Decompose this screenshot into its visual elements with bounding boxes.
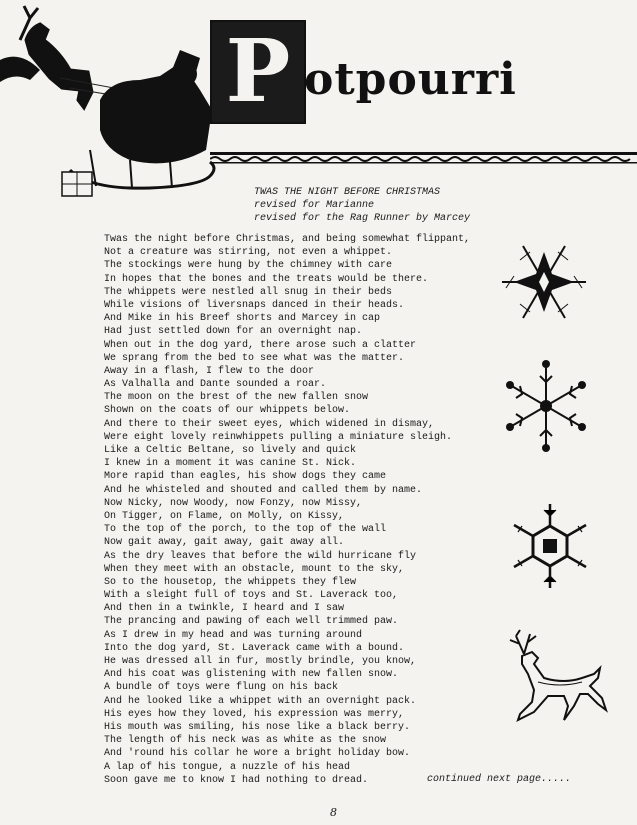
poem-line: To the top of the porch, to the top of the wall bbox=[104, 524, 387, 536]
poem-line: So to the housetop, the whippets they flew bbox=[104, 576, 357, 588]
poem-line: A lap of his tongue, a nuzzle of his head bbox=[104, 761, 351, 773]
poem-intro bbox=[254, 186, 470, 225]
poem-credit: revised for Marianne bbox=[254, 200, 375, 211]
page-number: 8 bbox=[330, 806, 337, 819]
poem-line: When out in the dog yard, there arose such a clatter bbox=[104, 339, 417, 351]
poem-line: In hopes that the bones and the treats would be there. bbox=[104, 273, 429, 285]
poem-line: When they meet with an obstacle, mount to the sky, bbox=[104, 563, 405, 575]
poem-body bbox=[104, 233, 470, 787]
poem-line: And there to their sweet eyes, which widened in dismay, bbox=[104, 418, 435, 430]
poem-title: TWAS THE NIGHT BEFORE CHRISTMAS bbox=[254, 187, 441, 198]
poem-line: The moon on the brest of the new fallen snow bbox=[104, 392, 369, 404]
poem-line: On Tigger, on Flame, on Molly, on Kissy, bbox=[104, 510, 345, 522]
poem-line: A bundle of toys were flung on his back bbox=[104, 682, 339, 694]
poem-line: Now Nicky, now Woody, now Fonzy, now Missy, bbox=[104, 497, 363, 509]
snowflake-icon bbox=[498, 236, 590, 328]
poem-line: And he looked like a whippet with an overnight pack. bbox=[104, 695, 417, 707]
poem-line: I knew in a moment it was canine St. Nick. bbox=[104, 458, 357, 470]
poem-line: Had just settled down for an overnight nap. bbox=[104, 326, 363, 338]
snowflake-icon bbox=[504, 500, 596, 592]
poem-line: Soon gave me to know I had nothing to dread. bbox=[104, 774, 369, 786]
poem-line: Now gait away, gait away, gait away all. bbox=[104, 537, 345, 549]
poem-line: With a sleight full of toys and St. Laverack too, bbox=[104, 590, 399, 602]
poem-line: The stockings were hung by the chimney with care bbox=[104, 260, 393, 272]
poem-line: And he whisteled and shouted and called them by name. bbox=[104, 484, 423, 496]
poem-line: And then in a twinkle, I heard and I saw bbox=[104, 603, 345, 615]
poem-line: The whippets were nestled all snug in their beds bbox=[104, 286, 393, 298]
poem-line: More rapid than eagles, his show dogs they came bbox=[104, 471, 387, 483]
snowflake-icon bbox=[498, 358, 594, 454]
poem-line: Were eight lovely reinwhippets pulling a miniature sleigh. bbox=[104, 431, 453, 443]
reindeer-icon bbox=[494, 628, 612, 734]
poem-line: Twas the night before Christmas, and being somewhat flippant, bbox=[104, 234, 471, 245]
poem-line: Away in a flash, I flew to the door bbox=[104, 365, 315, 377]
poem-line: His mouth was smiling, his nose like a black berry. bbox=[104, 721, 411, 733]
poem-line: Like a Celtic Beltane, so lively and quick bbox=[104, 445, 357, 456]
continued-note: continued next page..... bbox=[427, 774, 572, 785]
poem-line: Not a creature was stirring, not even a whippet. bbox=[104, 247, 393, 259]
poem-line: While visions of liversnaps danced in their heads. bbox=[104, 299, 405, 311]
title-initial: P bbox=[225, 21, 291, 122]
poem-line: The prancing and pawing of each well trimmed paw. bbox=[104, 616, 399, 628]
decorative-rule bbox=[210, 150, 637, 164]
poem-line: The length of his neck was as white as the snow bbox=[104, 735, 387, 747]
poem-line: He was dressed all in fur, mostly brindle, you know, bbox=[104, 656, 417, 667]
poem-line: As Valhalla and Dante sounded a roar. bbox=[104, 379, 327, 391]
poem-line: And 'round his collar he wore a bright holiday bow. bbox=[104, 748, 411, 760]
poem-line: And Mike in his Breef shorts and Marcey in cap bbox=[104, 313, 381, 325]
poem-credit: revised for the Rag Runner by Marcey bbox=[254, 213, 471, 224]
poem-line: As the dry leaves that before the wild hurricane fly bbox=[104, 550, 417, 562]
poem-line: We sprang from the bed to see what was the matter. bbox=[104, 352, 405, 364]
page-title: otpourri bbox=[304, 54, 517, 105]
poem-line: Into the dog yard, St. Laverack came with a bound. bbox=[104, 642, 405, 654]
poem-line: As I drew in my head and was turning around bbox=[104, 629, 363, 641]
poem-line: And his coat was glistening with new fallen snow. bbox=[104, 669, 399, 681]
title-drop-cap bbox=[210, 20, 306, 124]
poem-line: His eyes how they loved, his expression was merry, bbox=[104, 708, 405, 720]
poem-line: Shown on the coats of our whippets below. bbox=[104, 405, 351, 417]
